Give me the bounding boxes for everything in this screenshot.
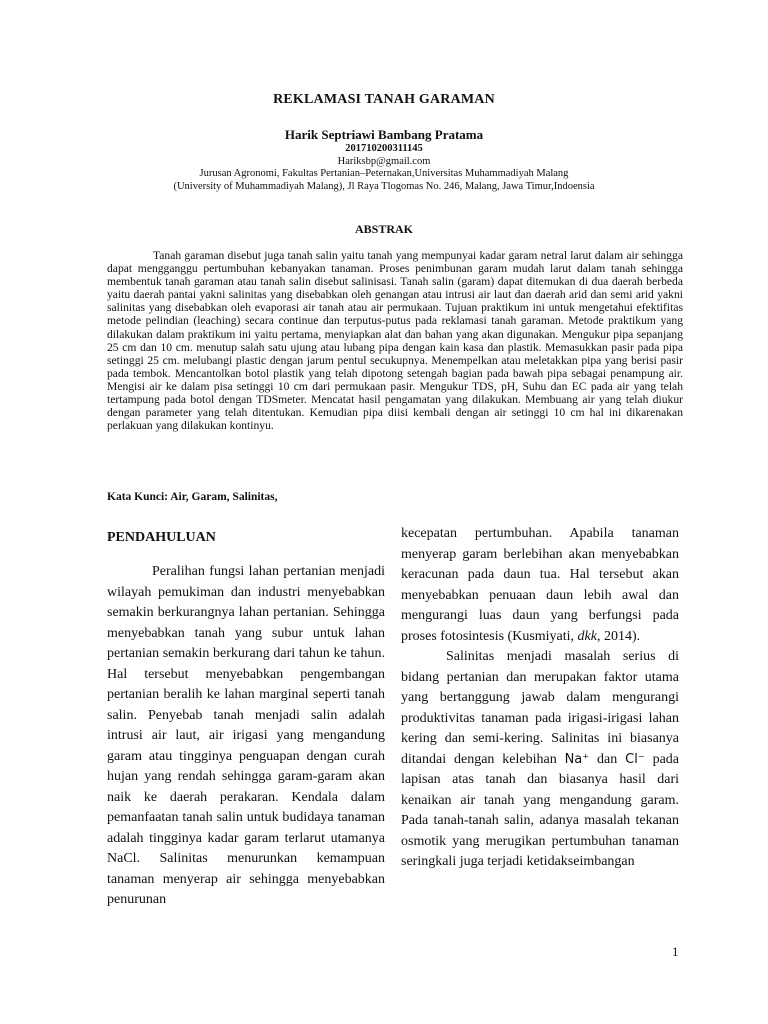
paragraph-text: kecepatan pertumbuhan. Apabila tanaman menyerap garam berlebihan akan menyebabkan keracunan pada daun tua. Hal tersebut akan menyebabkan penuaan daun lebih awal dan mengurangi luas daun yang berfungsi pada proses fotosintesis (Kusmiyati, bbox=[401, 526, 679, 644]
abstract-heading: ABSTRAK bbox=[354, 222, 413, 236]
section-heading: PENDAHULUAN bbox=[107, 530, 216, 545]
keywords: Kata Kunci: Air, Garam, Salinitas, bbox=[107, 491, 278, 503]
affiliation-line-2: (University of Muhammadiyah Malang), Jl Raya Tlogomas No. 246, Malang, Jawa Timur,Indoensia bbox=[173, 181, 595, 192]
chloride-ion: Cl⁻ bbox=[625, 751, 645, 767]
intro-paragraph-1-continued bbox=[401, 524, 679, 647]
right-column bbox=[401, 524, 679, 873]
left-column bbox=[107, 524, 385, 911]
paragraph-text: pada lapisan atas tanah dan biasanya hasil dari kenaikan air tanah yang mengandung garam. Pada tanah-tanah salin, adanya masalah tekanan osmotik yang merugikan pertumbuhan tanaman seringkali juga terjadi ketidakseimbangan bbox=[401, 751, 679, 869]
citation-dkk: dkk bbox=[577, 628, 597, 644]
intro-paragraph-2 bbox=[401, 647, 679, 873]
page-number: 1 bbox=[672, 944, 679, 959]
paragraph-text: dan bbox=[589, 751, 626, 767]
student-id: 201710200311145 bbox=[345, 143, 423, 154]
intro-paragraph-1: Peralihan fungsi lahan pertanian menjadi wilayah pemukiman dan industri menyebabkan semakin berkurangnya lahan pertanian. Sehingga menyebabkan tanah yang subur untuk lahan pertanian semakin berkurang dari tahun ke tahun. Hal tersebut menyebabkan pengembangan pertanian beralih ke lahan marginal seperti tanah salin. Penyebab tanah menjadi salin adalah intrusi air laut, air irigasi yang mengandung garam atau tingginya penguapan dengan curah hujan yang rendah sehingga garam-garam akan naik ke daerah perakaran. Kendala dalam pemanfaatan tanah salin untuk budidaya tanaman adalah tingginya kadar garam terlarut utamanya NaCl. Salinitas menurunkan kemampuan tanaman menyerap air sehingga menyebabkan penurunan bbox=[107, 564, 385, 907]
paragraph-text: , 2014). bbox=[596, 628, 641, 644]
author-name: Harik Septriawi Bambang Pratama bbox=[284, 127, 484, 142]
paper-title: REKLAMASI TANAH GARAMAN bbox=[273, 92, 495, 107]
affiliation-line-1: Jurusan Agronomi, Fakultas Pertanian–Peternakan,Universitas Muhammadiyah Malang bbox=[199, 168, 569, 179]
abstract-text: Tanah garaman disebut juga tanah salin yaitu tanah yang mempunyai kadar garam netral larut dalam air sehingga dapat mengganggu pertumbuhan kebanyakan tanaman. Proses penimbunan garam mudah larut dalam tanah sehingga membentuk tanah garaman atau tanah salin disebut salinisasi. Tanah salin (garam) dapat ditemukan di dua daerah berbeda yaitu daerah pantai yakni salinitas yang disebabkan oleh genangan atau intrusi air laut dan daerah arid dan semi arid yakni salinitas yang disebabkan oleh evaporasi air tanah atau air permukaan. Tujuan praktikum ini untuk mengetahui efektifitas metode pelindian (leaching) secara continue dan terputus-putus pada reklamasi tanah garaman. Metode praktikum yang dilakukan dalam praktikum ini yaitu pertama, menyiapkan alat dan bahan yang akan digunakan. Mengukur pipa sepanjang 25 cm dan 10 cm. menutup salah satu ujung atau lubang pipa dengan kain kasa dan plastik. Memasukkan pasir pada pipa setinggi 25 cm. melubangi plastic dengan jarum pentul secukupnya. Menempelkan atau meletakkan pipa yang berisi pasir pada tembok. Mencantolkan botol plastik yang telah dipotong setengah bagian pada bawah pipa sebagai penampung air. Mengisi air ke dalam pisa setinggi 10 cm dari permukaan pasir. Mengukur TDS, pH, Suhu dan EC pada air yang telah tertampung pada botol dengan TDSmeter. Mencatat hasil pengamatan yang dilakukan. Membuang air yang telah diukur dengan parameter yang telah ditentukan. Kemudian pipa diisi kembali dengan air setinggi 10 cm hal ini dikarenakan perlakuan yang dilakukan kontinyu. bbox=[107, 249, 683, 433]
author-email: Hariksbp@gmail.com bbox=[337, 156, 431, 167]
paragraph-text: Salinitas menjadi masalah serius di bidang pertanian dan merupakan faktor utama yang bertanggung jawab dalam mengurangi produktivitas tanaman pada irigasi-irigasi lahan kering dan semi-kering. Salinitas ini biasanya ditandai dengan kelebihan bbox=[401, 649, 679, 767]
sodium-ion: Na⁺ bbox=[564, 751, 590, 767]
